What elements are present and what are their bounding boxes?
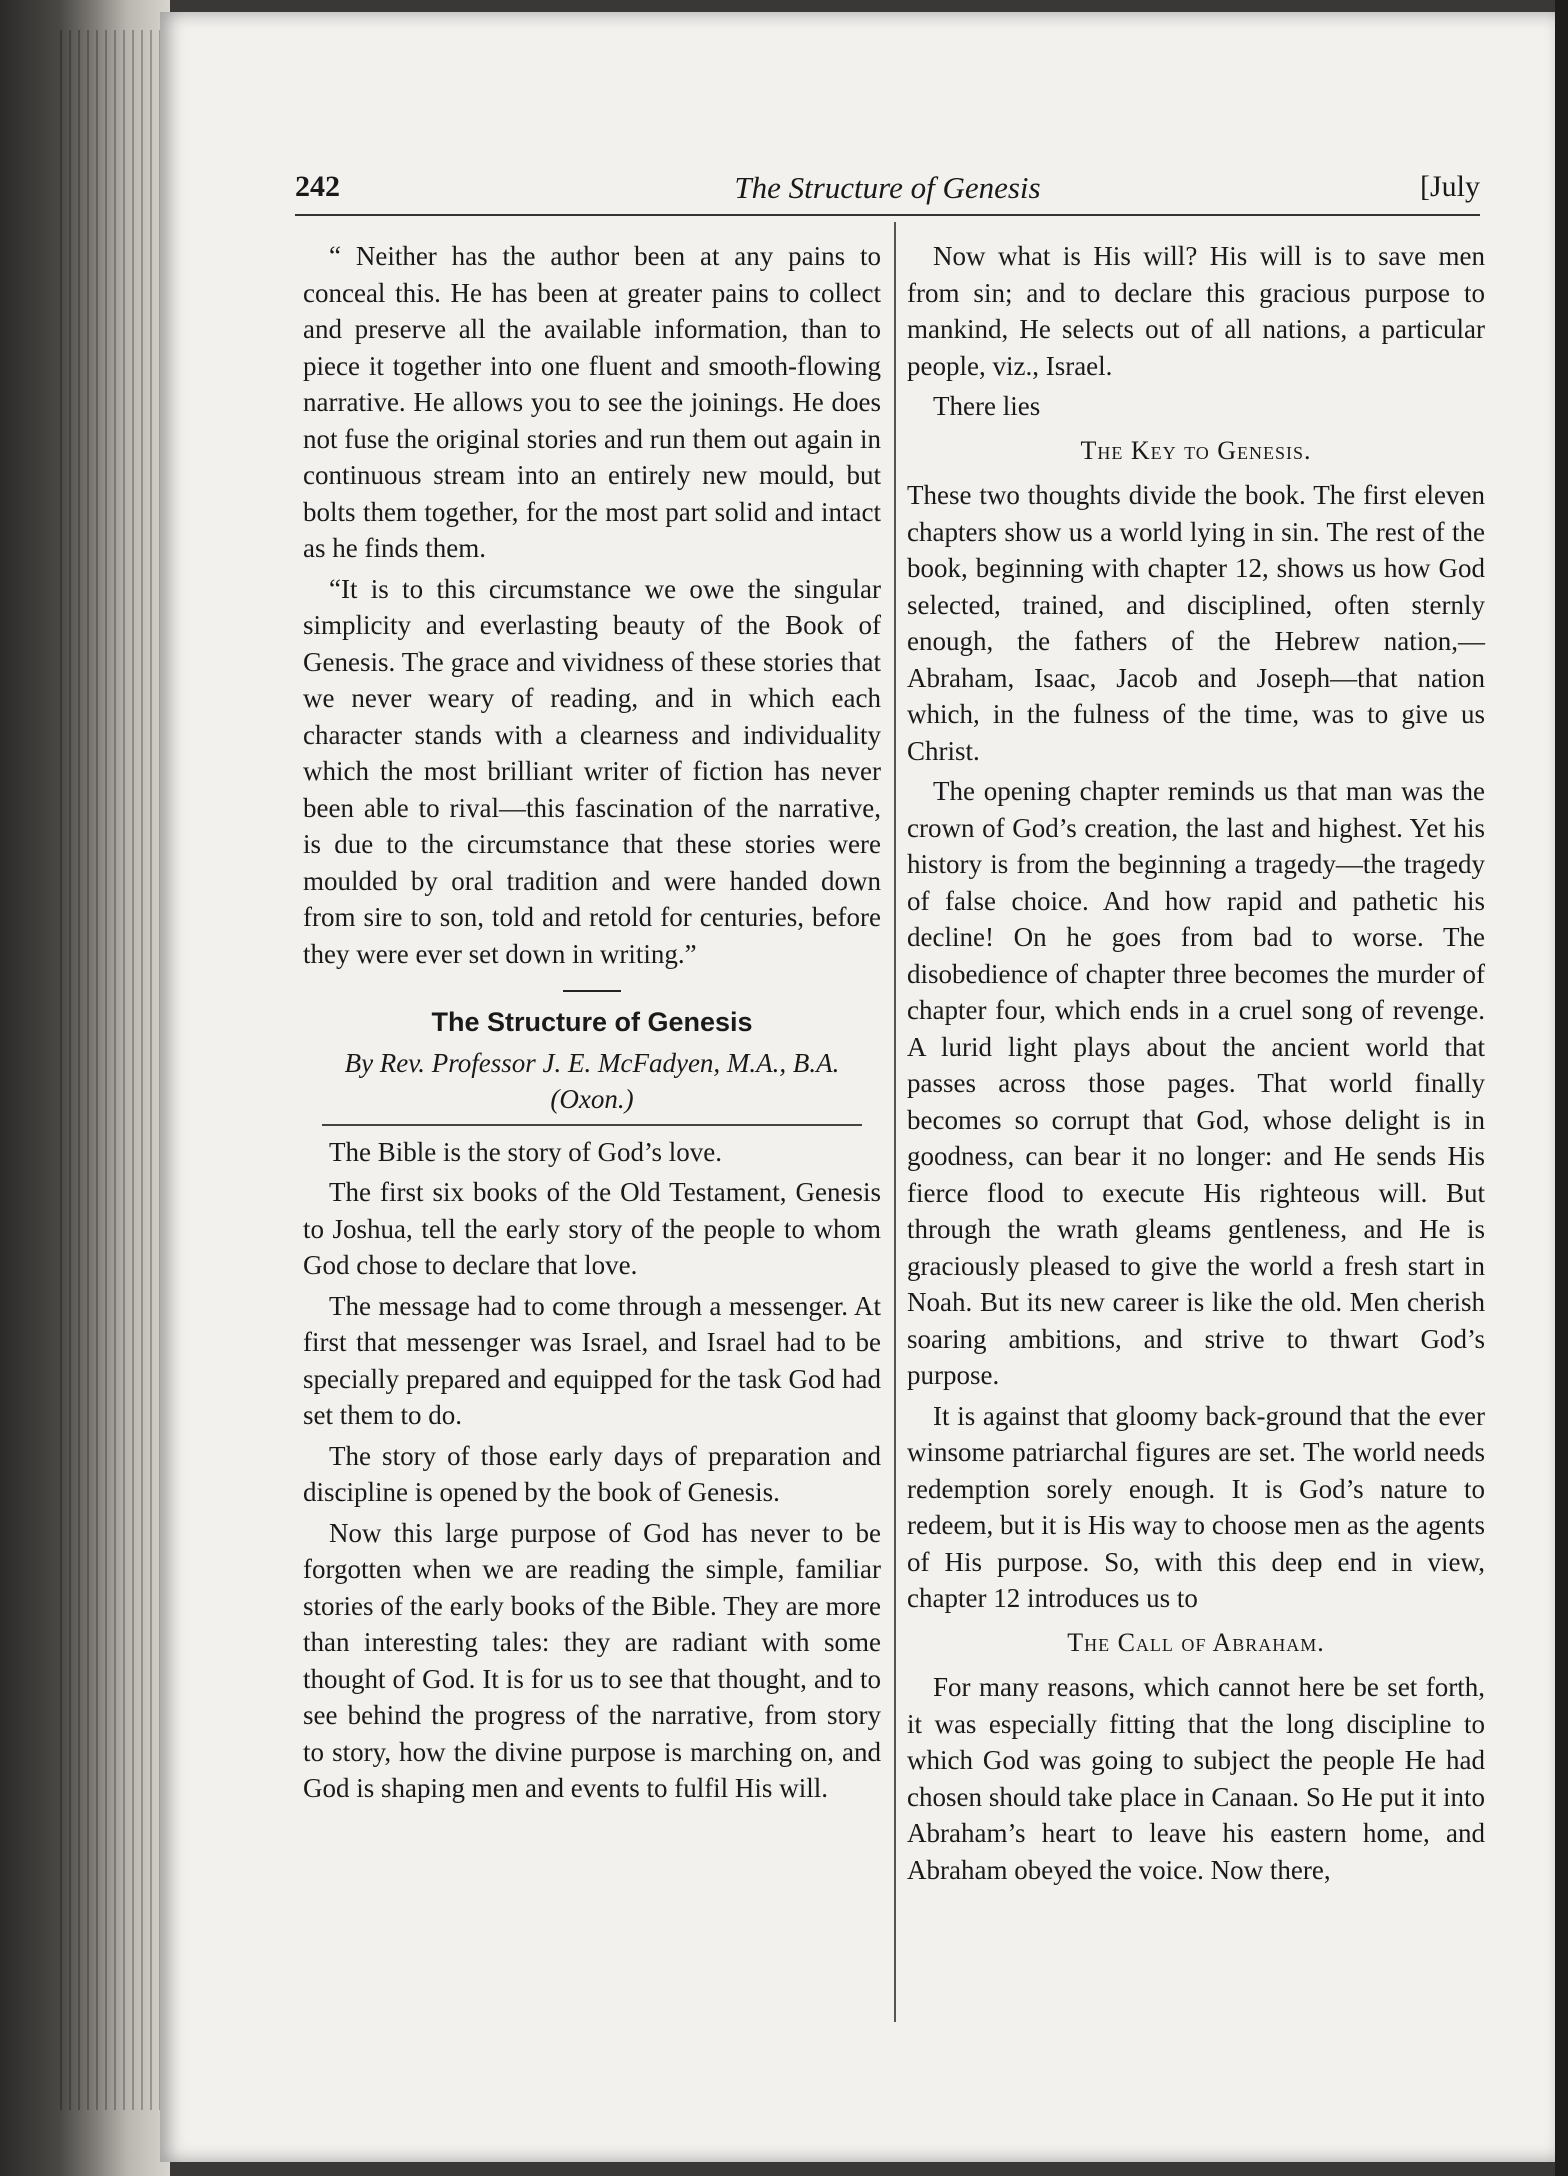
byline: By Rev. Professor J. E. McFadyen, M.A., B.A. (344, 1047, 840, 1078)
running-title: The Structure of Genesis (734, 170, 1041, 205)
paragraph: There lies (933, 391, 1041, 421)
paragraph: The opening chapter reminds us that man was the crown of God’s creation, the last and highest. Yet his history is from the beginning a tragedy—the tragedy of false choice. And how rapid and pathetic his decline! On he goes from bad to worse. The disobedience of chapter three becomes the murder of chapter four, which ends in a cruel song of revenge. A lurid light plays about the ancient world that passes across those pages. That world finally becomes so corrupt that God, whose delight is in goodness, can bear it no longer: and He sends His fierce flood to execute His righteous will. But through the wrath gleams gentleness, and He is graciously pleased to give the world a fresh start in Noah. But its new career is like the old. Men cherish soaring ambitions, and strive to thwart God’s purpose. (907, 776, 1485, 1390)
paragraph: Now what is His will? His will is to save men from sin; and to declare this gracious purpose to mankind, He selects out of all nations, a particular people, viz., Israel. (907, 241, 1485, 381)
issue-month: [July (1420, 170, 1480, 203)
running-header (295, 164, 1480, 216)
byline-rule (322, 1124, 862, 1126)
section-divider (563, 990, 621, 992)
book-page (160, 12, 1555, 2162)
column-divider (894, 222, 896, 2022)
paragraph: The story of those early days of preparation and discipline is opened by the book of Genesis. (303, 1440, 881, 1507)
section-heading-call: The Call of Abraham. (1067, 1627, 1325, 1657)
byline-degree: (Oxon.) (550, 1084, 634, 1114)
page-number: 242 (295, 170, 340, 203)
right-column (907, 238, 1485, 1892)
paragraph: The first six books of the Old Testament, Genesis to Joshua, tell the early story of the people to whom God chose to declare that love. (303, 1177, 881, 1280)
scan-border (1555, 0, 1568, 2176)
quote-paragraph: “It is to this circumstance we owe the singular simplicity and everlasting beauty of the Book of Genesis. The grace and vividness of these stories that we never weary of reading, and in which each character stands with a clearness and individuality which the most brilliant writer of fiction has never been able to rival—this fascination of the narrative, is due to the circumstance that these stories were moulded by oral tradition and were handed down from sire to son, told and retold for centuries, before they were ever set down in writing.” (303, 573, 881, 969)
section-heading-key: The Key to Genesis. (1080, 435, 1312, 465)
left-column (303, 238, 881, 1811)
paragraph: It is against that gloomy back-ground that the ever winsome patriarchal figures are set. The world needs redemption sorely enough. It is God’s nature to redeem, but it is His way to choose men as the agents of His purpose. So, with this deep end in view, chapter 12 introduces us to (907, 1400, 1485, 1613)
paragraph: The Bible is the story of God’s love. (329, 1136, 722, 1167)
book-edge (0, 0, 170, 2176)
quote-paragraph: “ Neither has the author been at any pains to conceal this. He has been at greater pains to collect and preserve all the available information, than to piece it together into one fluent and smooth-flowing narrative. He allows you to see the joinings. He does not fuse the original stories and run them out again in continuous stream into an entirely new mould, but bolts them together, for the most part solid and intact as he finds them. (303, 241, 881, 563)
paragraph: The message had to come through a messenger. At first that messenger was Israel, and Israel had to be specially prepared and equipped for the task God had set them to do. (303, 1290, 881, 1430)
paragraph: Now this large purpose of God has never to be forgotten when we are reading the simple, familiar stories of the early books of the Bible. They are more than interesting tales: they are radiant with some thought of God. It is for us to see that thought, and to see behind the progress of the narrative, from story to story, how the divine purpose is marching on, and God is shaping men and events to fulfil His will. (303, 1517, 881, 1803)
article-title: The Structure of Genesis (431, 1007, 753, 1037)
paragraph: These two thoughts divide the book. The first eleven chapters show us a world lying in sin. The rest of the book, beginning with chapter 12, shows us how God selected, trained, and disciplined, often sternly enough, the fathers of the Hebrew nation,—Abraham, Isaac, Jacob and Joseph—that nation which, in the fulness of the time, was to give us Christ. (907, 480, 1485, 766)
paragraph: For many reasons, which cannot here be set forth, it was especially fitting that the long discipline to which God was going to subject the people He had chosen should take place in Canaan. So He put it into Abraham’s heart to leave his eastern home, and Abraham obeyed the voice. Now there, (907, 1672, 1485, 1885)
page-edges (60, 30, 160, 2110)
